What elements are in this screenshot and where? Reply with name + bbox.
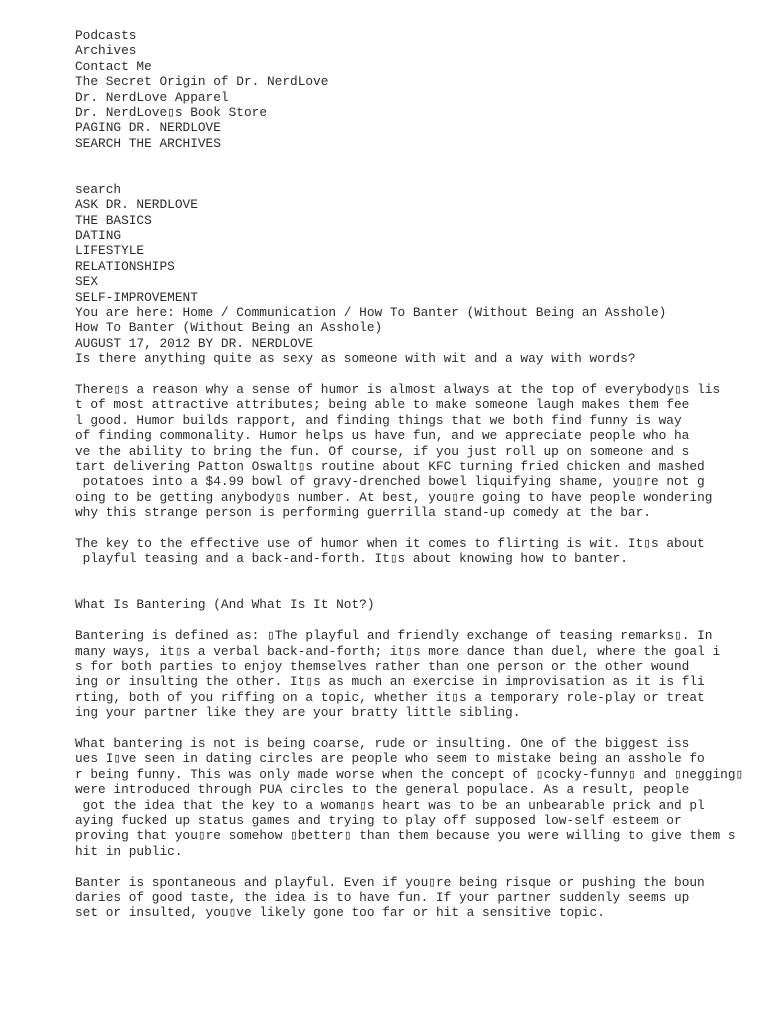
- article-title: How To Banter (Without Being an Asshole): [75, 320, 383, 336]
- paragraph-line: There▯s a reason why a sense of humor is almost always at the top of everybody▯s lis: [75, 382, 721, 397]
- paragraph-line: got the idea that the key to a woman▯s heart was to be an unbearable prick and pl: [75, 797, 705, 813]
- nav-link-book-store[interactable]: Dr. NerdLove▯s Book Store: [75, 104, 268, 120]
- paragraph-line: aying fucked up status games and trying to play off supposed low-self esteem or: [75, 812, 682, 828]
- category-basics[interactable]: THE BASICS: [75, 212, 152, 228]
- article-subheading: What Is Bantering (And What Is It Not?): [75, 597, 375, 613]
- paragraph-line: s for both parties to enjoy themselves rather than one person or the other wound: [75, 659, 690, 675]
- paragraph-line: playful teasing and a back-and-forth. It▯s about knowing how to banter.: [75, 551, 628, 567]
- paragraph-5: [75, 875, 745, 921]
- category-sex[interactable]: SEX: [75, 274, 99, 290]
- paragraph-2: [75, 536, 745, 567]
- paragraph-line: hit in public.: [75, 843, 183, 859]
- paragraph-line: daries of good taste, the idea is to have fun. If your partner suddenly seems up: [75, 889, 690, 905]
- nav-link-apparel[interactable]: Dr. NerdLove Apparel: [75, 89, 229, 105]
- page-content: [75, 28, 745, 921]
- category-self-improvement[interactable]: SELF-IMPROVEMENT: [75, 289, 198, 305]
- nav-link-podcasts[interactable]: Podcasts: [75, 28, 137, 43]
- article: [75, 320, 745, 920]
- paragraph-line: What bantering is not is being coarse, rude or insulting. One of the biggest iss: [75, 736, 690, 751]
- paragraph-line: Bantering is defined as: ▯The playful and friendly exchange of teasing remarks▯. In: [75, 628, 713, 644]
- top-nav: [75, 28, 745, 151]
- paragraph-line: t of most attractive attributes; being able to make someone laugh makes them fee: [75, 397, 690, 413]
- paragraph-line: ing or insulting the other. It▯s as much an exercise in improvisation as it is fli: [75, 674, 705, 690]
- paragraph-3: [75, 628, 745, 720]
- nav-link-search-archives[interactable]: SEARCH THE ARCHIVES: [75, 135, 221, 151]
- article-intro: Is there anything quite as sexy as someone with wit and a way with words?: [75, 351, 636, 367]
- paragraph-line: tart delivering Patton Oswalt▯s routine about KFC turning fried chicken and mashed: [75, 458, 705, 474]
- paragraph-line: ve the ability to bring the fun. Of course, if you just roll up on someone and s: [75, 443, 690, 459]
- paragraph-line: oing to be getting anybody▯s number. At best, you▯re going to have people wondering: [75, 489, 713, 505]
- search-label[interactable]: search: [75, 181, 122, 197]
- paragraph-line: The key to the effective use of humor when it comes to flirting is wit. It▯s about: [75, 535, 705, 551]
- paragraph-line: were introduced through PUA circles to the general populace. As a result, people: [75, 782, 690, 798]
- nav-link-paging[interactable]: PAGING DR. NERDLOVE: [75, 120, 221, 136]
- paragraph-1: [75, 382, 745, 521]
- nav-link-contact[interactable]: Contact Me: [75, 58, 152, 74]
- breadcrumb: You are here: Home / Communication / How To Banter (Without Being an Asshole): [75, 305, 667, 321]
- paragraph-line: of finding commonality. Humor helps us have fun, and we appreciate people who ha: [75, 428, 690, 444]
- paragraph-line: rting, both of you riffing on a topic, whether it▯s a temporary role-play or treat: [75, 689, 705, 705]
- paragraph-line: set or insulted, you▯ve likely gone too far or hit a sensitive topic.: [75, 905, 605, 921]
- nav-link-secret-origin[interactable]: The Secret Origin of Dr. NerdLove: [75, 74, 329, 90]
- nav-link-archives[interactable]: Archives: [75, 43, 137, 59]
- paragraph-line: ing your partner like they are your bratty little sibling.: [75, 705, 521, 721]
- spacer: [75, 151, 745, 182]
- category-nav: [75, 197, 745, 305]
- article-byline: AUGUST 17, 2012 BY DR. NERDLOVE: [75, 335, 314, 351]
- paragraph-line: why this strange person is performing guerrilla stand-up comedy at the bar.: [75, 505, 651, 521]
- category-ask[interactable]: ASK DR. NERDLOVE: [75, 197, 198, 213]
- paragraph-line: proving that you▯re somehow ▯better▯ than them because you were willing to give them s: [75, 828, 736, 844]
- paragraph-line: potatoes into a $4.99 bowl of gravy-drenched bowel liquifying shame, you▯re not g: [75, 474, 705, 490]
- paragraph-line: ues I▯ve seen in dating circles are people who seem to mistake being an asshole fo: [75, 751, 705, 767]
- paragraph-line: many ways, it▯s a verbal back-and-forth; it▯s more dance than duel, where the goal i: [75, 643, 721, 659]
- paragraph-line: l good. Humor builds rapport, and finding things that we both find funny is way: [75, 412, 682, 428]
- category-dating[interactable]: DATING: [75, 228, 122, 244]
- category-relationships[interactable]: RELATIONSHIPS: [75, 258, 175, 274]
- category-lifestyle[interactable]: LIFESTYLE: [75, 243, 145, 259]
- paragraph-4: [75, 736, 745, 859]
- paragraph-line: r being funny. This was only made worse when the concept of ▯cocky-funny▯ and ▯negging▯: [75, 766, 744, 782]
- paragraph-line: Banter is spontaneous and playful. Even if you▯re being risque or pushing the boun: [75, 874, 705, 890]
